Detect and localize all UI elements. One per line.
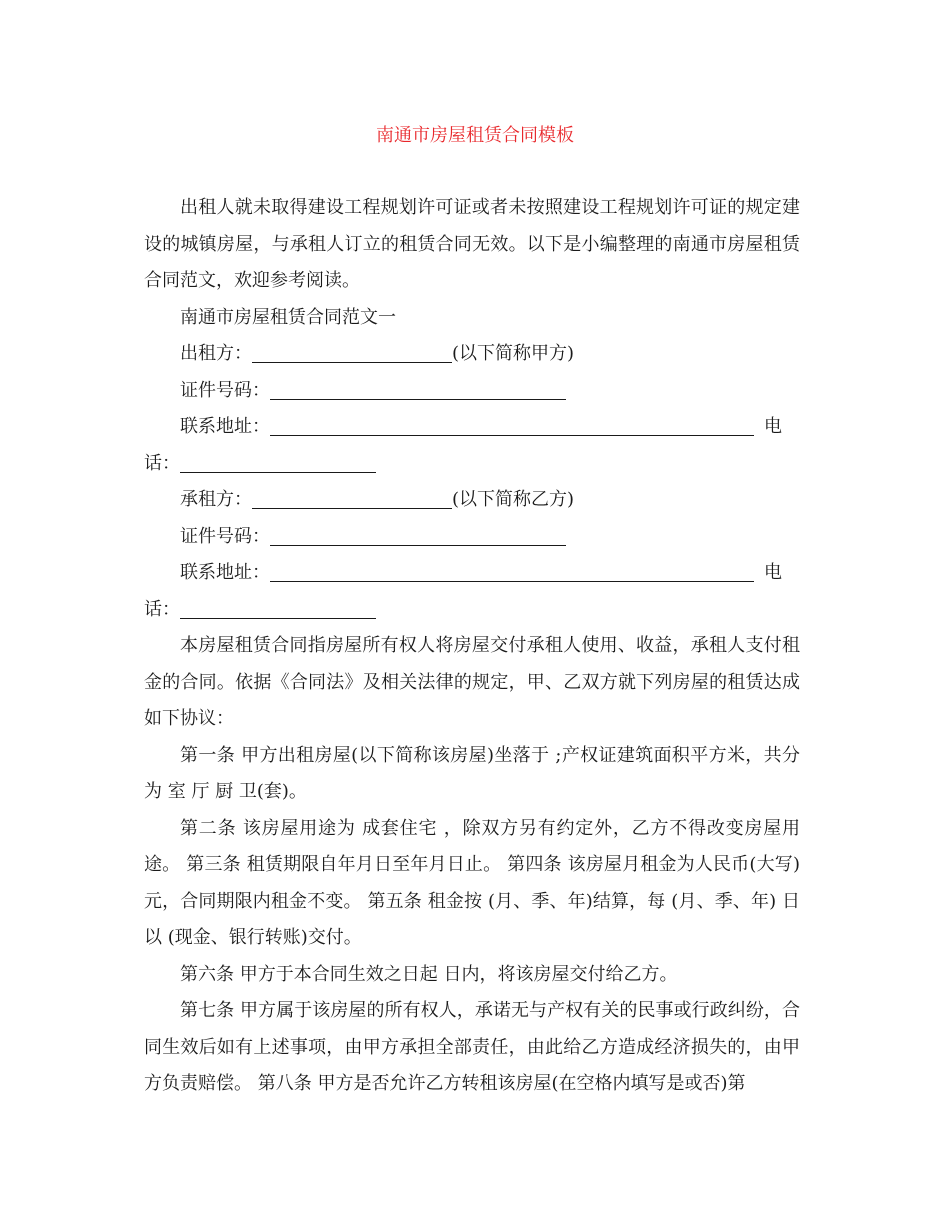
lessee-suffix: (以下简称乙方) [452,489,575,510]
agreement-paragraph: 本房屋租赁合同指房屋所有权人将房屋交付承租人使用、收益，承租人支付租金的合同。依据《合同法》及相关法律的规定，甲、乙双方就下列房屋的租赁达成如下协议： [144,635,800,729]
intro-paragraph: 出租人就未取得建设工程规划许可证或者未按照建设工程规划许可证的规定建设的城镇房屋，与承租人订立的租赁合同无效。以下是小编整理的南通市房屋租赁合同范文，欢迎参考阅读。 [144,197,800,291]
lessor-label: 出租方： [180,343,252,364]
lessee-name-line [144,482,800,519]
article-2-5-paragraph: 第二条 该房屋用途为 成套住宅 ，除双方另有约定外，乙方不得改变房屋用途。 第三条 租赁期限自年月日至年月日止。 第四条 该房屋月租金为人民币(大写) 元，合同期限内租金不变。 第五条 租金按 (月、季、年)结算，每 (月、季、年) 日以 (现金、银行转账)交付。 [144,817,800,948]
lessor-id-label: 证件号码： [180,379,270,401]
lessee-address-label: 联系地址： [180,562,270,583]
lessor-name-line [144,336,800,373]
article-1-paragraph: 第一条 甲方出租房屋(以下简称该房屋)坐落于 ;产权证建筑面积平方米，共分为 室 厅 厨 卫(套)。 [144,744,800,802]
lessor-address-blank[interactable] [270,411,754,436]
lessor-id-blank[interactable] [270,375,566,400]
lessee-tel-line [144,592,800,629]
lessor-name-blank[interactable] [252,338,452,363]
lessee-id-line [144,519,800,556]
lessee-tel-label-part1: 电 [764,562,782,583]
lessee-id-blank[interactable] [270,521,566,546]
lessee-address-blank[interactable] [270,557,754,582]
lessee-address-line [144,555,800,592]
document-body [144,190,800,1103]
lessor-tel-line [144,446,800,483]
lessor-id-line [144,373,800,410]
lessee-name-blank[interactable] [252,484,452,509]
lessor-suffix: (以下简称甲方) [452,343,575,364]
lessee-tel-blank[interactable] [180,594,376,619]
article-7-8-paragraph: 第七条 甲方属于该房屋的所有权人，承诺无与产权有关的民事或行政纠纷，合同生效后如有上述事项，由甲方承担全部责任，由此给乙方造成经济损失的，由甲方负责赔偿。 第八条 甲方是否允许乙方转租该房屋(在空格内填写是或否)第 [144,1000,800,1094]
document-title: 南通市房屋租赁合同模板 [376,125,574,146]
lessee-id-label: 证件号码： [180,525,270,547]
lessor-tel-label-part2: 话： [144,452,180,474]
lessor-address-line [144,409,800,446]
lessee-tel-label-part2: 话： [144,598,180,620]
lessee-label: 承租方： [180,489,252,510]
lessor-tel-blank[interactable] [180,448,376,473]
article-6-paragraph: 第六条 甲方于本合同生效之日起 日内，将该房屋交付给乙方。 [180,963,678,985]
lessor-tel-label-part1: 电 [764,416,782,437]
lessor-address-label: 联系地址： [180,416,270,437]
sample-heading: 南通市房屋租赁合同范文一 [180,306,396,328]
